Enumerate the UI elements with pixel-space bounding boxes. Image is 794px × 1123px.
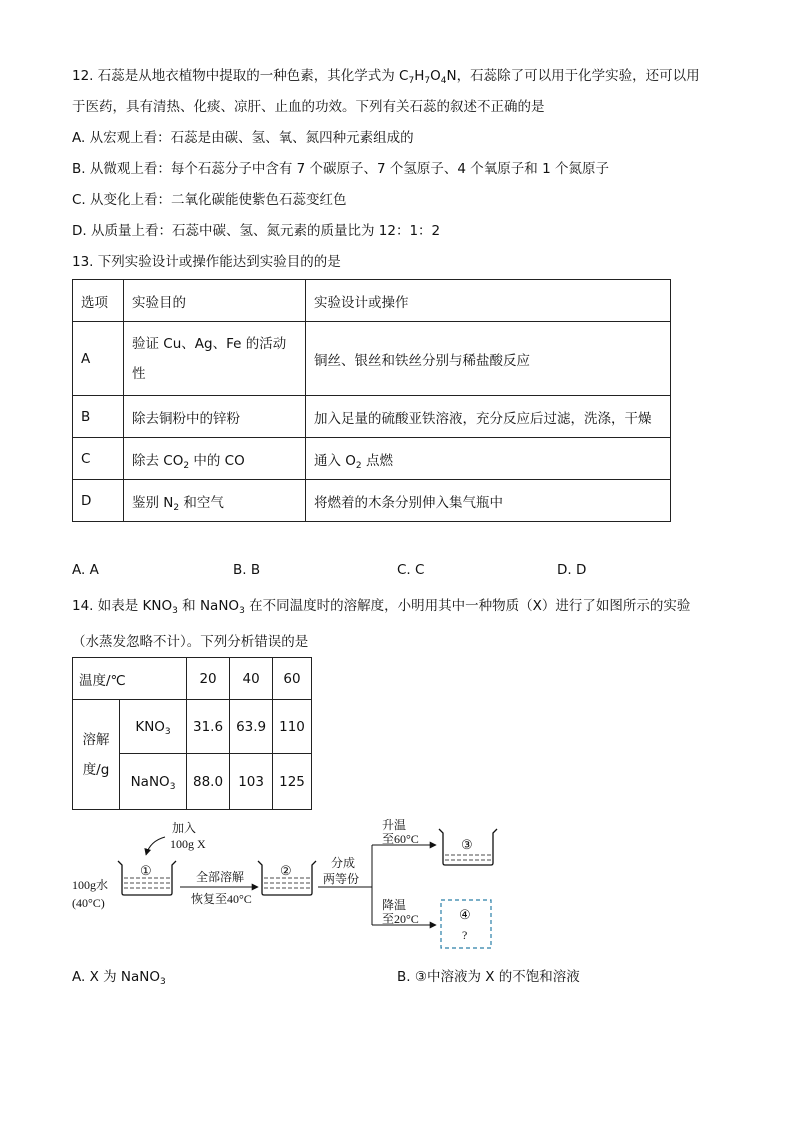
table-row-b <box>73 396 671 438</box>
add-arrow <box>146 837 165 855</box>
row-c-design: 通入 $O_2$ 点燃 <box>306 438 671 480</box>
row-a-option: A <box>73 322 124 396</box>
q12-stem-line1: 12. 石蕊是从地衣植物中提取的一种色素，其化学式为 $C_7H_7O_4N$，石蕊除了可以用于化学实验，还可以用 <box>72 68 700 86</box>
q13-table <box>72 279 671 522</box>
row-b-design: 加入足量的硫酸亚铁溶液，充分反应后过滤，洗涤，干燥 <box>306 396 671 438</box>
temp-40: 40 <box>230 658 273 700</box>
row-c-purpose: 除去 $CO_2$ 中的 CO <box>124 438 306 480</box>
beaker-1-label: ① <box>140 863 152 878</box>
experiment-diagram <box>0 815 520 955</box>
table-row-temp <box>73 658 312 700</box>
row-d-purpose: 鉴别 $N_2$ 和空气 <box>124 480 306 522</box>
cool-label-1: 降温 <box>382 898 407 912</box>
q12-option-b: B. 从微观上看：每个石蕊分子中含有 7 个碳原子、7 个氢原子、4 个氧原子和 1 个氮原子 <box>72 161 609 177</box>
kno3-60: 110 <box>273 700 312 754</box>
arrow-1-label-top: 全部溶解 <box>196 870 245 884</box>
q13-answer-d: D. D <box>557 562 587 578</box>
beaker-3-label: ③ <box>461 837 473 852</box>
q13-answer-c: C. C <box>397 562 425 578</box>
q12-option-d: D. 从质量上看：石蕊中碳、氢、氮元素的质量比为 12：1：2 <box>72 223 441 239</box>
q14-solubility-table <box>72 657 312 810</box>
table-row-c <box>73 438 671 480</box>
heat-label-1: 升温 <box>382 818 407 832</box>
nano3-40: 103 <box>230 754 273 810</box>
water-label-1: 100g水 <box>72 878 109 892</box>
kno3-40: 63.9 <box>230 700 273 754</box>
split-label-2: 两等份 <box>323 872 360 886</box>
beaker-2-label: ② <box>280 863 292 878</box>
row-b-purpose: 除去铜粉中的锌粉 <box>124 396 306 438</box>
beaker-2 <box>258 861 316 895</box>
row-b-option: B <box>73 396 124 438</box>
kno3-label: $KNO_3$ <box>120 700 187 754</box>
header-design: 实验设计或操作 <box>306 280 671 322</box>
temp-60: 60 <box>273 658 312 700</box>
q13-stem: 13. 下列实验设计或操作能达到实验目的的是 <box>72 254 341 270</box>
beaker-1 <box>118 861 176 895</box>
beaker-4-label: ④ <box>459 907 471 922</box>
q14-option-b: B. ③中溶液为 X 的不饱和溶液 <box>397 969 580 985</box>
add-label-1: 加入 <box>172 821 197 835</box>
split-label-1: 分成 <box>331 856 356 870</box>
cool-label-2: 至20°C <box>382 912 419 926</box>
beaker-3 <box>439 829 497 865</box>
q14-stem-line2: （水蒸发忽略不计）。下列分析错误的是 <box>72 634 309 650</box>
nano3-20: 88.0 <box>187 754 230 810</box>
row-a-purpose: 验证 Cu、Ag、Fe 的活动 性 <box>124 322 306 396</box>
nano3-label: NaNO$_3$ <box>120 754 187 810</box>
table-row-d <box>73 480 671 522</box>
q14-option-a: A. X 为 NaNO$_3$ <box>72 969 166 987</box>
row-a-design: 铜丝、银丝和铁丝分别与稀盐酸反应 <box>306 322 671 396</box>
q13-answer-b: B. B <box>233 562 261 578</box>
header-option: 选项 <box>73 280 124 322</box>
table-header-row <box>73 280 671 322</box>
row-d-design: 将燃着的木条分别伸入集气瓶中 <box>306 480 671 522</box>
q12-option-a: A. 从宏观上看：石蕊是由碳、氢、氧、氮四种元素组成的 <box>72 130 414 146</box>
q12-stem-line2: 于医药，具有清热、化痰、凉肝、止血的功效。下列有关石蕊的叙述不正确的是 <box>72 99 545 115</box>
beaker-4 <box>441 900 491 948</box>
temp-label: 温度/℃ <box>73 658 187 700</box>
row-d-option: D <box>73 480 124 522</box>
temp-20: 20 <box>187 658 230 700</box>
nano3-60: 125 <box>273 754 312 810</box>
add-label-2: 100g X <box>170 837 206 851</box>
q14-stem-line1: 14. 如表是 $KNO_3$ 和 NaNO$_3$ 在不同温度时的溶解度，小明用其中一种物质（X）进行了如图所示的实验 <box>72 598 691 616</box>
q13-answer-a: A. A <box>72 562 99 578</box>
table-row-kno3 <box>73 700 312 754</box>
table-row-a <box>73 322 671 396</box>
heat-label-2: 至60°C <box>382 832 419 846</box>
water-label-2: (40°C) <box>72 896 105 910</box>
row-c-option: C <box>73 438 124 480</box>
solubility-label: 溶解 度/g <box>73 700 120 810</box>
kno3-20: 31.6 <box>187 700 230 754</box>
q12-option-c: C. 从变化上看：二氧化碳能使紫色石蕊变红色 <box>72 192 347 208</box>
header-purpose: 实验目的 <box>124 280 306 322</box>
arrow-1-label-bottom: 恢复至40°C <box>191 892 252 906</box>
beaker-4-question: ? <box>462 928 468 942</box>
